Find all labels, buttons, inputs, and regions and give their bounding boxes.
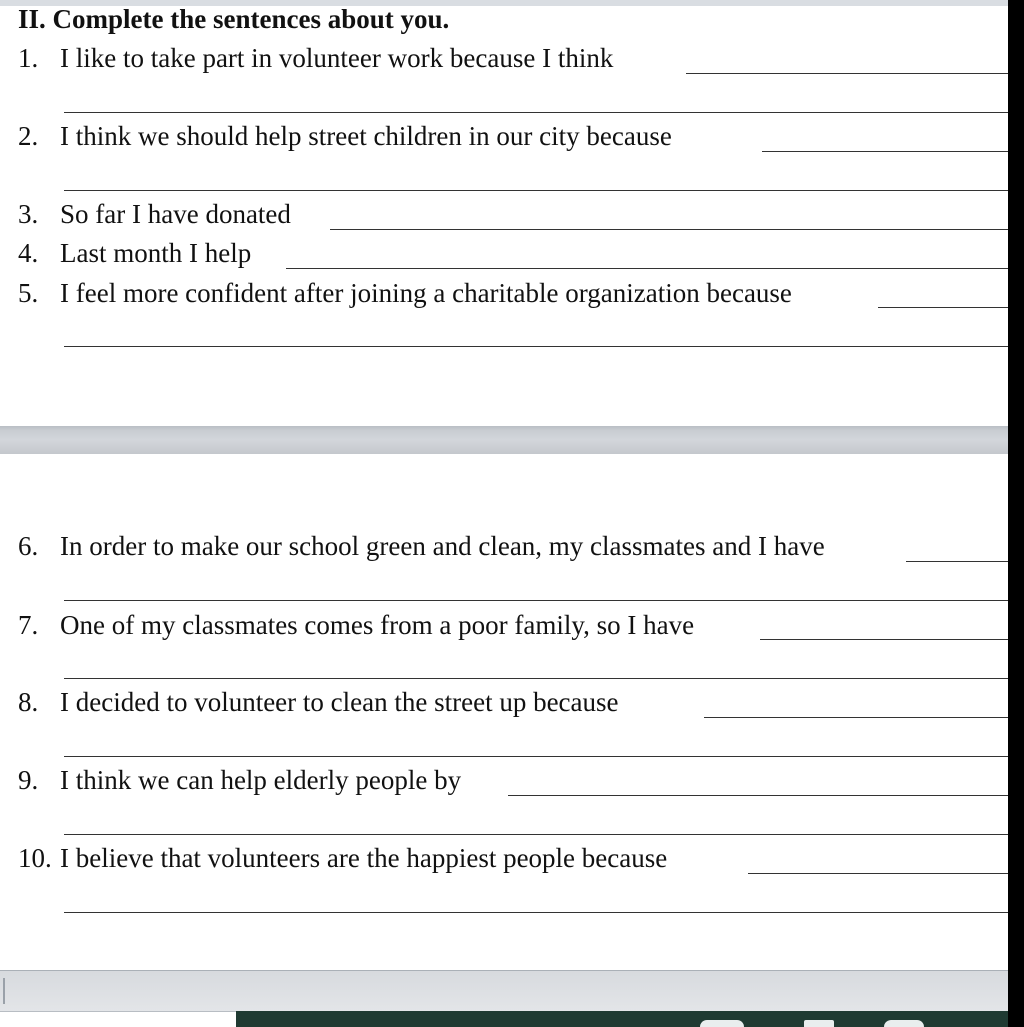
page-break-gap	[0, 426, 1008, 454]
answer-blank[interactable]	[286, 268, 1008, 269]
section-heading: II. Complete the sentences about you.	[18, 4, 450, 34]
answer-blank[interactable]	[762, 151, 1008, 152]
answer-blank[interactable]	[64, 190, 1008, 191]
item-number: 7.	[18, 610, 39, 640]
item-number: 1.	[18, 43, 39, 73]
answer-blank[interactable]	[906, 561, 1008, 562]
answer-blank[interactable]	[64, 756, 1008, 757]
item-number: 8.	[18, 687, 39, 717]
exercise-item-1	[18, 43, 613, 74]
answer-blank[interactable]	[508, 795, 1008, 796]
exercise-item-9	[18, 765, 461, 796]
item-number: 9.	[18, 765, 39, 795]
answer-blank[interactable]	[64, 600, 1008, 601]
item-prompt: Last month I help	[60, 238, 252, 268]
item-number: 6.	[18, 531, 39, 561]
answer-blank[interactable]	[64, 678, 1008, 679]
answer-blank[interactable]	[878, 307, 1008, 308]
exercise-item-6	[18, 531, 825, 562]
answer-blank[interactable]	[760, 639, 1008, 640]
exercise-item-10	[18, 843, 667, 874]
window-edge	[1008, 0, 1024, 1027]
answer-blank[interactable]	[686, 73, 1008, 74]
item-number: 5.	[18, 278, 39, 308]
exercise-item-5	[18, 278, 792, 309]
answer-blank[interactable]	[64, 112, 1008, 113]
item-number: 10.	[18, 843, 52, 873]
scrollbar-grip[interactable]	[3, 978, 5, 1004]
taskbar-app-icon[interactable]	[804, 1020, 834, 1027]
exercise-item-7	[18, 610, 694, 641]
item-prompt: I like to take part in volunteer work because I think	[60, 43, 614, 73]
item-prompt: In order to make our school green and clean, my classmates and I have	[60, 531, 825, 561]
item-number: 2.	[18, 121, 39, 151]
exercise-item-3	[18, 199, 291, 230]
answer-blank[interactable]	[64, 346, 1008, 347]
exercise-item-2	[18, 121, 672, 152]
answer-blank[interactable]	[330, 229, 1008, 230]
item-prompt: So far I have donated	[60, 199, 291, 229]
answer-blank[interactable]	[704, 717, 1008, 718]
exercise-item-4	[18, 238, 251, 269]
item-prompt: One of my classmates comes from a poor family, so I have	[60, 610, 695, 640]
item-prompt: I believe that volunteers are the happiest people because	[60, 843, 668, 873]
item-prompt: I feel more confident after joining a charitable organization because	[60, 278, 792, 308]
taskbar-app-icon[interactable]	[884, 1020, 924, 1027]
taskbar-app-icon[interactable]	[700, 1020, 744, 1027]
item-number: 4.	[18, 238, 39, 268]
answer-blank[interactable]	[748, 873, 1008, 874]
exercise-item-8	[18, 687, 619, 718]
answer-blank[interactable]	[64, 834, 1008, 835]
horizontal-scrollbar[interactable]	[0, 970, 1008, 1012]
item-number: 3.	[18, 199, 39, 229]
item-prompt: I decided to volunteer to clean the street up because	[60, 687, 619, 717]
answer-blank[interactable]	[64, 912, 1008, 913]
item-prompt: I think we should help street children in our city because	[60, 121, 672, 151]
item-prompt: I think we can help elderly people by	[60, 765, 462, 795]
